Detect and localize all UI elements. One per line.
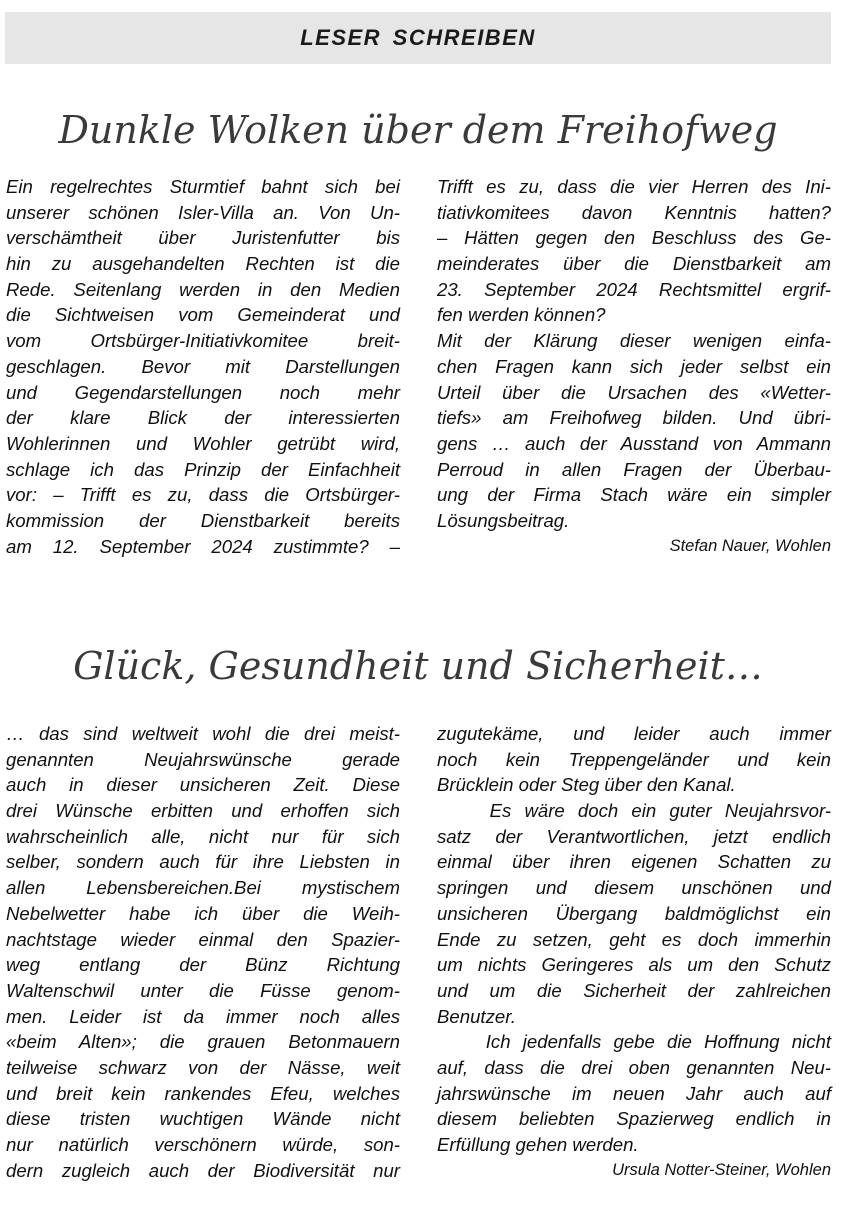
text-line: Ein regelrechtes Sturmtief bahnt sich bei bbox=[6, 176, 400, 197]
text-line: einmal über ihren eigenen Schatten zu bbox=[437, 851, 831, 873]
text-line: um nichts Geringeres als um den Schutz bbox=[437, 954, 831, 976]
text-line: meinderates über die Dienstbarkeit am bbox=[437, 253, 831, 275]
text-line: tiefs» am Freihofweg bilden. Und übri- bbox=[437, 407, 831, 429]
article1-headline: Dunkle Wolken über dem Freihofweg bbox=[58, 108, 778, 152]
text-line: drei Wünsche erbitten und erhoffen sich bbox=[6, 800, 400, 822]
text-line: tiativkomitees davon Kenntnis hatten? bbox=[437, 201, 831, 223]
text-line: verschämtheit über Juristenfutter bis bbox=[6, 227, 400, 249]
text-line: chen Fragen kann sich jeder selbst ein bbox=[437, 355, 831, 377]
text-line: Ich jedenfalls gebe die Hoffnung nicht bbox=[437, 1031, 831, 1053]
text-line: Erfüllung gehen werden. bbox=[437, 1134, 639, 1155]
article1-column-left bbox=[6, 174, 400, 559]
text-line: und Gegendarstellungen noch mehr bbox=[6, 381, 400, 403]
text-line: schlage ich das Prinzip der Einfachheit bbox=[6, 458, 400, 480]
text-line: vor: – Trifft es zu, dass die Ortsbürger- bbox=[6, 484, 400, 506]
text-line: Urteil über die Ursachen des «Wetter- bbox=[437, 381, 831, 403]
text-line: noch kein Treppengeländer und kein bbox=[437, 748, 831, 770]
text-line: springen und diesem unschönen und bbox=[437, 877, 831, 899]
text-line: wahrscheinlich alle, nicht nur für sich bbox=[6, 825, 400, 847]
text-line: der klare Blick der interessierten bbox=[6, 407, 400, 429]
text-line: auch in dieser unsicheren Zeit. Diese bbox=[6, 774, 400, 796]
text-line: zugutekäme, und leider auch immer bbox=[437, 723, 831, 744]
text-line: am 12. September 2024 zustimmte? – bbox=[6, 535, 400, 557]
text-line: teilweise schwarz von der Nässe, weit bbox=[6, 1056, 400, 1078]
article1-signature: Stefan Nauer, Wohlen bbox=[669, 536, 831, 555]
article1-column-right bbox=[437, 174, 831, 559]
article2-column-left bbox=[6, 721, 400, 1183]
text-line: geschlagen. Bevor mit Darstellungen bbox=[6, 355, 400, 377]
text-line: ung der Firma Stach wäre ein simpler bbox=[437, 484, 831, 506]
text-line: und um die Sicherheit der zahlreichen bbox=[437, 979, 831, 1001]
text-line: auf, dass die drei oben genannten Neu- bbox=[437, 1056, 831, 1078]
text-line: jahrswünsche im neuen Jahr auch auf bbox=[437, 1082, 831, 1104]
text-line: Ende zu setzen, geht es doch immerhin bbox=[437, 928, 831, 950]
text-line: Perroud in allen Fragen der Überbau- bbox=[437, 458, 831, 480]
text-line: nur natürlich verschönern würde, son- bbox=[6, 1134, 400, 1155]
text-line: – Hätten gegen den Beschluss des Ge- bbox=[437, 227, 831, 249]
text-line: satz der Verantwortlichen, jetzt endlich bbox=[437, 825, 831, 847]
article2-column-right bbox=[437, 721, 831, 1183]
text-line: vom Ortsbürger-Initiativkomitee breit- bbox=[6, 330, 400, 352]
text-line: weg entlang der Bünz Richtung bbox=[6, 954, 400, 976]
text-line: Lösungsbeitrag. bbox=[437, 509, 570, 531]
text-line: und breit kein rankendes Efeu, welches bbox=[6, 1082, 400, 1104]
text-line: gens … auch der Ausstand von Ammann bbox=[437, 432, 831, 454]
text-line: «beim Alten»; die grauen Betonmauern bbox=[6, 1031, 400, 1053]
text-line: Nebelwetter habe ich über die Weih- bbox=[6, 902, 400, 924]
text-line: Es wäre doch ein guter Neujahrsvor- bbox=[437, 800, 831, 822]
text-line: unserer schönen Isler-Villa an. Von Un- bbox=[6, 201, 400, 223]
text-line: hin zu ausgehandelten Rechten ist die bbox=[6, 253, 400, 275]
text-line: genannten Neujahrswünsche gerade bbox=[6, 748, 400, 770]
article2-headline: Glück, Gesundheit und Sicherheit… bbox=[73, 644, 763, 688]
text-line: 23. September 2024 Rechtsmittel ergrif- bbox=[437, 278, 831, 300]
text-line: dern zugleich auch der Biodiversität nur bbox=[6, 1159, 400, 1181]
text-line: Rede. Seitenlang werden in den Medien bbox=[6, 278, 400, 300]
text-line: kommission der Dienstbarkeit bereits bbox=[6, 509, 400, 531]
text-line: men. Leider ist da immer noch alles bbox=[6, 1005, 400, 1027]
section-title: LESER SCHREIBEN bbox=[300, 25, 536, 50]
text-line: Wohlerinnen und Wohler getrübt wird, bbox=[6, 432, 400, 454]
text-line: nachtstage wieder einmal den Spazier- bbox=[6, 928, 400, 950]
text-line: diese tristen wuchtigen Wände nicht bbox=[6, 1108, 400, 1130]
section-banner bbox=[5, 12, 831, 64]
text-line: selber, sondern auch für ihre Liebsten in bbox=[6, 851, 400, 873]
text-line: Waltenschwil unter die Füsse genom- bbox=[6, 979, 400, 1001]
text-line: Benutzer. bbox=[437, 1005, 516, 1027]
text-line: unsicheren Übergang baldmöglichst ein bbox=[437, 902, 831, 924]
text-line: allen Lebensbereichen.Bei mystischem bbox=[6, 877, 400, 899]
text-line: diesem beliebten Spazierweg endlich in bbox=[437, 1108, 831, 1130]
text-line: die Sichtweisen vom Gemeinderat und bbox=[6, 304, 400, 326]
text-line: Trifft es zu, dass die vier Herren des Ini- bbox=[437, 176, 831, 197]
article2-signature: Ursula Notter-Steiner, Wohlen bbox=[612, 1160, 831, 1179]
text-line: Brücklein oder Steg über den Kanal. bbox=[437, 774, 736, 796]
text-line: fen werden können? bbox=[437, 304, 606, 326]
text-line: … das sind weltweit wohl die drei meist- bbox=[6, 723, 400, 744]
text-line: Mit der Klärung dieser wenigen einfa- bbox=[437, 330, 831, 352]
